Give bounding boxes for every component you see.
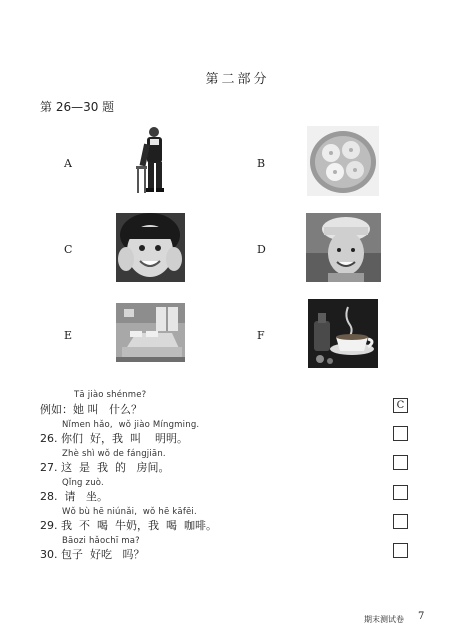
question-range: 第 26—30 题 <box>40 100 115 114</box>
option-label-c: C <box>64 243 73 256</box>
section-title: 第二部分 <box>205 72 270 87</box>
question-27-pinyin: Zhè shì wǒ de fángjiān. <box>62 449 166 459</box>
question-26-pinyin: Nǐmen hǎo, wǒ jiào Míngming. <box>62 420 200 430</box>
man-standing-by-chair-photo <box>133 124 171 195</box>
coffee-cup-photo <box>308 299 378 368</box>
question-26-answer-box[interactable] <box>393 426 408 441</box>
example-text: 例如：她 叫 什么？ <box>40 403 142 416</box>
question-29-answer-box[interactable] <box>393 514 408 529</box>
page-number: 7 <box>418 611 425 622</box>
option-label-b: B <box>257 157 266 170</box>
option-label-a: A <box>64 157 72 170</box>
option-label-d: D <box>257 243 266 256</box>
question-30-text: 30. 包子 好吃 吗？ <box>40 548 145 561</box>
footer-label: 期末测试卷 <box>364 615 404 624</box>
question-30-answer-box[interactable] <box>393 543 408 558</box>
question-26-text: 26. 你们 好，我 叫 明明。 <box>40 432 188 445</box>
question-27-answer-box[interactable] <box>393 455 408 470</box>
bedroom-photo <box>116 303 185 362</box>
option-label-f: F <box>257 329 265 342</box>
question-28-answer-box[interactable] <box>393 485 408 500</box>
boy-in-cap-smiling-photo <box>306 213 381 282</box>
little-girl-smiling-photo <box>116 213 185 282</box>
question-30-pinyin: Bāozi hǎochī ma? <box>62 536 140 546</box>
question-28-pinyin: Qǐng zuò. <box>62 478 104 488</box>
question-28-text: 28. 请 坐。 <box>40 490 108 503</box>
question-29-text: 29. 我 不 喝 牛奶，我 喝 咖啡。 <box>40 519 217 532</box>
example-answer-box[interactable]: C <box>393 398 408 413</box>
example-pinyin: Tā jiào shénme? <box>74 390 147 400</box>
question-29-pinyin: Wǒ bù hē niúnǎi, wǒ hē kāfēi. <box>62 507 197 517</box>
option-label-e: E <box>64 329 73 342</box>
steamed-buns-in-basket-photo <box>307 126 379 196</box>
question-27-text: 27. 这 是 我 的 房间。 <box>40 461 170 474</box>
